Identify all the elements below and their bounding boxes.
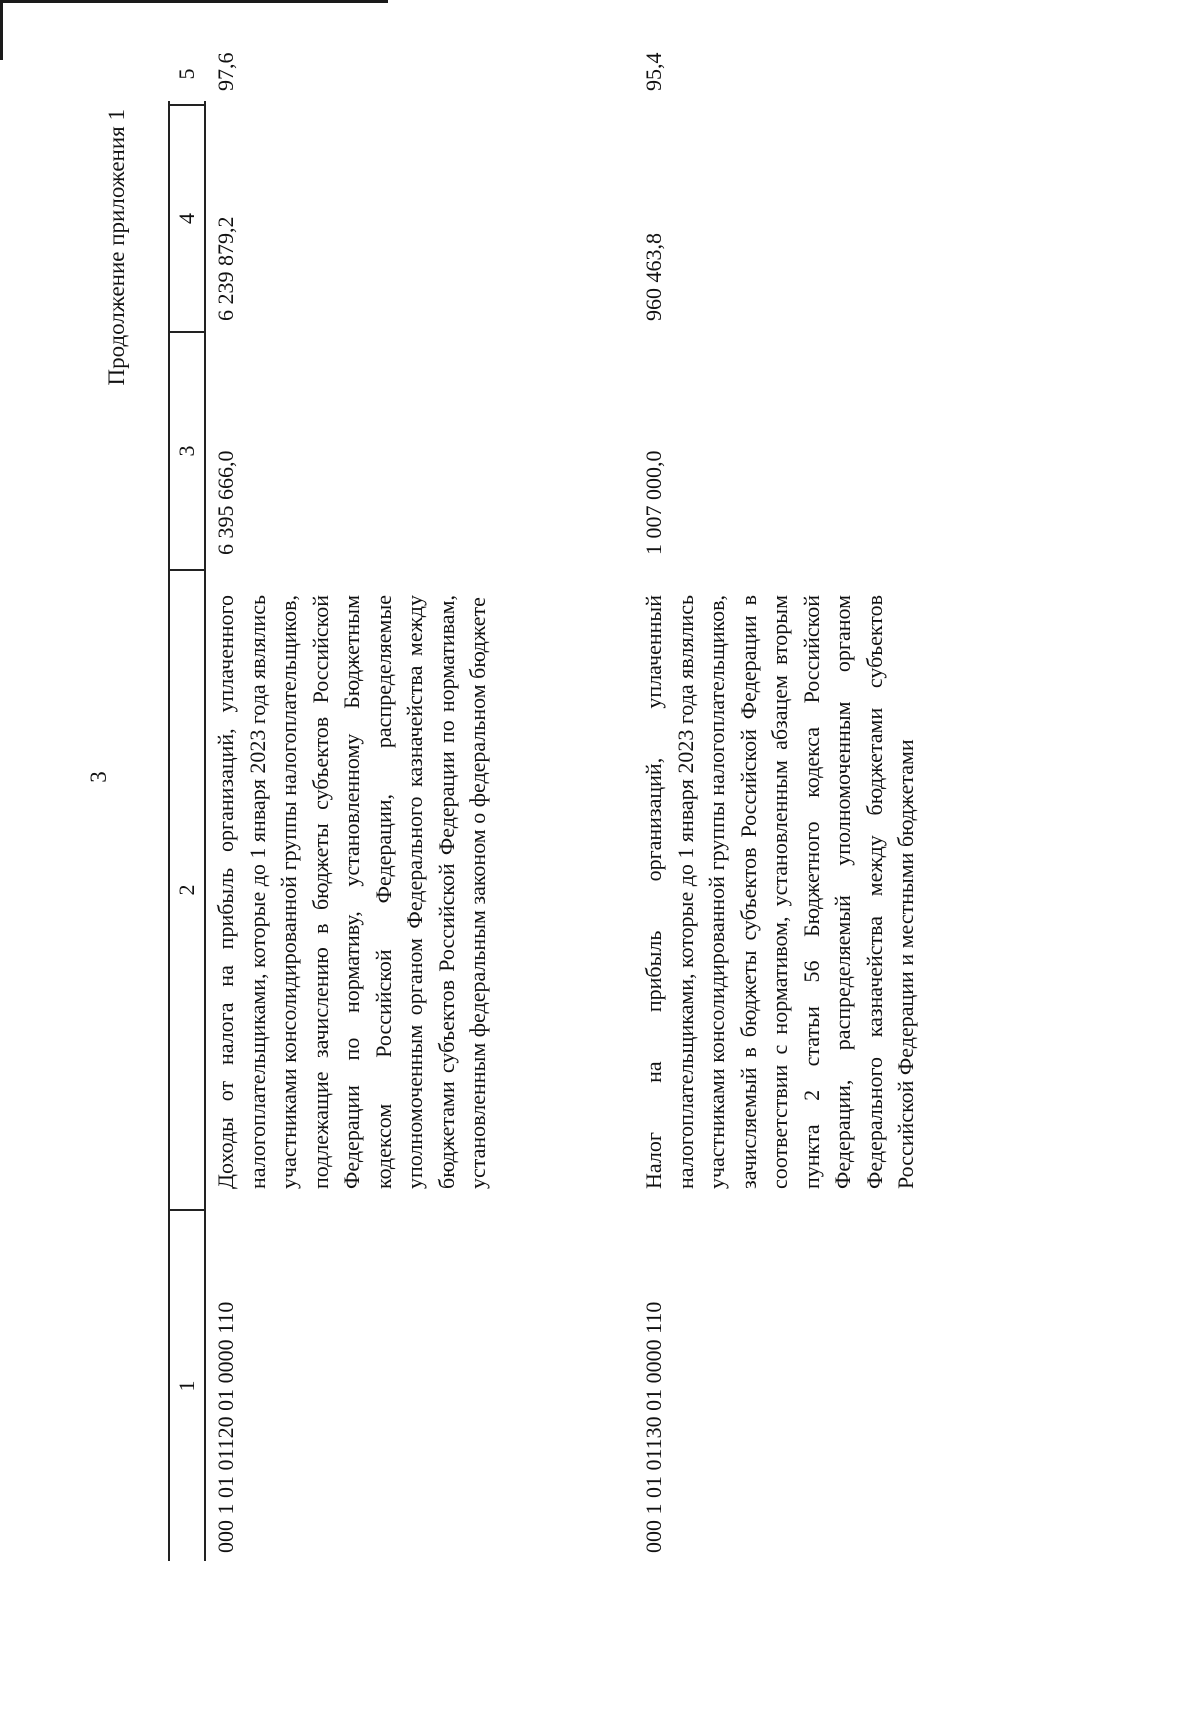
column-header-2: 2: [174, 884, 199, 896]
table-header-border: [204, 101, 206, 1561]
budget-code: 000 1 01 01120 01 0000 110: [213, 1301, 238, 1553]
actual-amount: 6 239 879,2: [213, 216, 238, 321]
table-top-border: [168, 101, 170, 1561]
column-header-1: 1: [174, 1380, 199, 1392]
planned-amount: 1 007 000,0: [641, 450, 666, 555]
revenue-description: Доходы от налога на прибыль организаций, уплаченного налогоплательщиками, которые до 1 января 2023 года являлись участниками консолидированной группы налогоплательщиков, подлежащие зачислению в бюджеты субъектов Российской Федерации по нормативу, установленному Бюджетным кодексом Российской Федерации, распределяемые уполномоченным органом Федерального казначейства между бюджетами субъектов Российской Федерации по нормативам, установленным федеральным законом о федеральном бюджете: [213, 595, 490, 1189]
revenue-table: [168, 52, 1198, 1561]
execution-percent: 95,4: [641, 52, 666, 91]
revenue-description: Налог на прибыль организаций, уплаченный налогоплательщиками, которые до 1 января 2023 года являлись участниками консолидированной группы налогоплательщиков, зачисляемый в бюджеты субъектов Российской Федерации в соответствии с нормативом, установленным абзацем вторым пункта 2 статьи 56 Бюджетного кодекса Российской Федерации, распределяемый уполномоченным органом Федерального казначейства между бюджетами субъектов Российской Федерации и местными бюджетами: [641, 595, 918, 1189]
planned-amount: 6 395 666,0: [213, 450, 238, 555]
actual-amount: 960 463,8: [641, 233, 666, 321]
page-number: 3: [86, 771, 111, 783]
execution-percent: 97,6: [213, 52, 238, 91]
budget-code: 000 1 01 01130 01 0000 110: [641, 1301, 666, 1553]
column-header-3: 3: [174, 445, 199, 457]
column-header-5: 5: [174, 68, 199, 80]
continuation-label: Продолжение приложения 1: [104, 109, 129, 386]
column-header-4: 4: [174, 213, 199, 224]
